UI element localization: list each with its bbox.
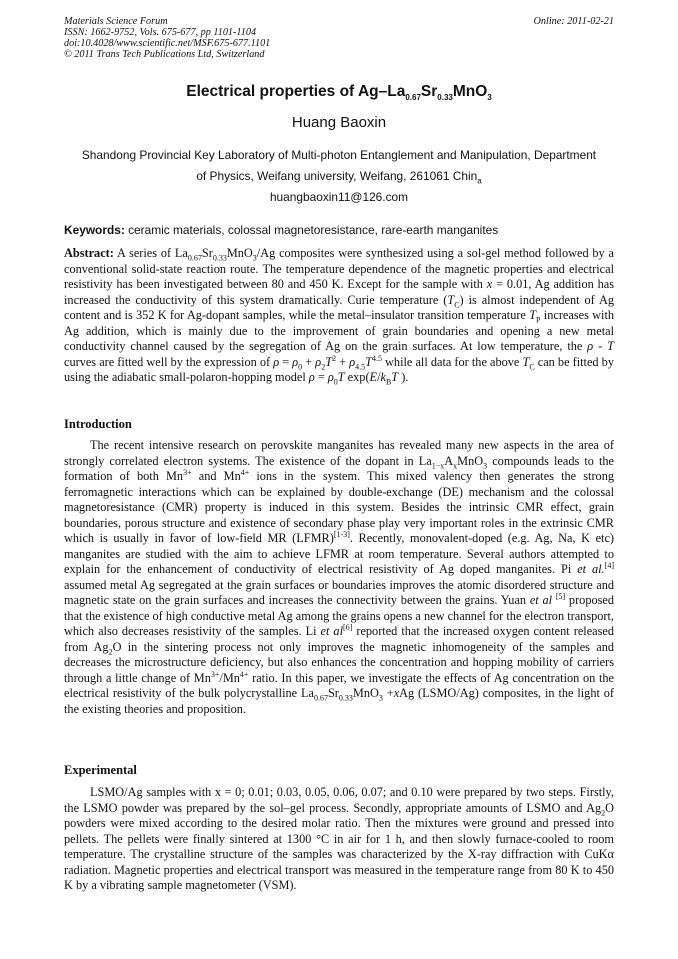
section-heading-introduction: Introduction xyxy=(64,417,132,431)
abstract: Abstract: A series of $La_{0.67}Sr_{0.33}MnO_3/Ag$ composites were synthesized using a sol-gel method followed by a conventional solid-state reaction route. The temperature dependence of the magnetic properties and electrical resistivity has been investigated between 80 and 450 K. Except for the sample with x = 0.01, Ag addition has increased the conductivity of this system dramatically. Curie temperature $(T_C)$ is almost independent of Ag content and is 352 K for Ag-dopant samples, while the metal–insulator transition temperature $T_P$ increases with Ag addition, which is mainly due to the improvement of grain boundaries and opening a new metal conductivity channel caused by the segregation of Ag on the grain surfaces. At low temperature, the ρ - T curves are fitted well by the expression of $\rho = \rho_0 + \rho_2T^2 + \rho_{4.5}T^{4.5}$ while all data for the above $T_C$ can be fitted by using the adiabatic small-polaron-hopping model $\rho = \rho_0T$ $\exp(E/k_BT$ ). xyxy=(64,246,615,387)
citation-ref-4[interactable]: [4] xyxy=(604,560,614,570)
affiliation-line-2: of Physics, Weifang university, Weifang, 261061 Chin$_a$ xyxy=(196,169,482,186)
author-email[interactable]: huangbaoxin11@126.com xyxy=(269,190,409,204)
section-heading-experimental: Experimental xyxy=(64,763,137,777)
author-name: Huang Baoxin xyxy=(291,114,387,131)
affiliation-line-1: Shandong Provincial Key Laboratory of Multi-photon Entanglement and Manipulation, Department xyxy=(81,148,597,162)
keywords-text: ceramic materials, colossal magnetoresistance, rare-earth manganites xyxy=(124,223,499,237)
doi-link[interactable]: doi:10.4028/www.scientific.net/MSF.675-677.1101 xyxy=(64,38,271,49)
online-date: Online: 2011-02-21 xyxy=(533,16,614,27)
citation-ref-5[interactable]: [5] xyxy=(555,591,566,601)
affiliation xyxy=(60,145,618,208)
introduction-paragraph: The recent intensive research on perovskite manganites has revealed many new aspects in the area of strongly correlated electron systems. The existence of the dopant in $La_{1-x}A_xMnO_3$ compounds leads to the formation of both $Mn^{3+}$ and $Mn^{4+}$ ions in the system. This mixed valency then generates the strong ferromagnetic interactions which can be explained by double-exchange (DE) mechanism and the colossal magnetoresistance (CMR) property is induced in this system. Besides the intrinsic CMR effect, grain boundaries, porous structure and existence of secondary phase play very important roles in the extrinsic CMR which is usually in favor of low-field MR (LFMR)[1-3]. Recently, monovalent-doped (e.g. Ag, Na, K etc) manganites are studied with the aim to achieve LFMR at room temperature. Several authors attempted to explain for the enhancement of conductivity of electrical resistivity of Ag doped manganites. Pi et al.[4] assumed metal Ag segregated at the grain surfaces or boundaries improves the atomic disordered structure and magnetic state on the grain surfaces and increases the connectivity between the grains. Yuan et al [5] proposed that the existence of high conductive metal Ag among the grains opens a new channel for the electron transport, which also decreases resistivity of the samples. Li et al[6] reported that the increased oxygen content released from $Ag_2O$ in the sintering process not only improves the magnetic inhomogeneity of the samples and decreases the microstructure deficiency, but also enhances the concentration and hopping mobility of carriers through a little change of $Mn^{3+}/Mn^{4+}$ ratio. In this paper, we investigate the effects of Ag concentration on the electrical resistivity of the bulk polycrystalline $La_{0.67}Sr_{0.33}MnO_3 +xAg$ (LSMO/Ag) composites, in the light of the existing theories and proposition. xyxy=(64,438,615,716)
paper-title: Electrical properties of $Ag-La_{0.67}Sr_{0.33}MnO_3$ xyxy=(186,83,492,103)
citation-ref-1-3[interactable]: [1-3] xyxy=(333,529,350,539)
issn-line: ISSN: 1662-9752, Vols. 675-677, pp 1101-1104 xyxy=(64,27,257,38)
citation-ref-6[interactable]: [6] xyxy=(343,622,353,632)
keywords xyxy=(64,223,624,237)
experimental-paragraph: LSMO/Ag samples with x = 0; 0.01; 0.03, 0.05, 0.06, 0.07; and 0.10 were prepared by two steps. Firstly, the LSMO powder was prepared by the sol–gel process. Secondly, appropriate amounts of LSMO and $Ag_2O$ powders were mixed according to the desired molar ratio. Then the mixtures were ground and pressed into pellets. The pellets were finally sintered at 1300 °C in air for 1 h, and then slowly furnace-cooled to room temperature. The crystalline structure of the samples was characterized by the X-ray diffraction with CuKα radiation. Magnetic properties and electrical transport was measured in the temperature range from 80 K to 450 K by a vibrating sample magnetometer (VSM). xyxy=(64,785,614,892)
keywords-label: Keywords: xyxy=(64,223,125,237)
copyright-line: © 2011 Trans Tech Publications Ltd, Switzerland xyxy=(64,49,265,60)
journal-header xyxy=(64,16,270,60)
journal-name: Materials Science Forum xyxy=(64,16,168,27)
